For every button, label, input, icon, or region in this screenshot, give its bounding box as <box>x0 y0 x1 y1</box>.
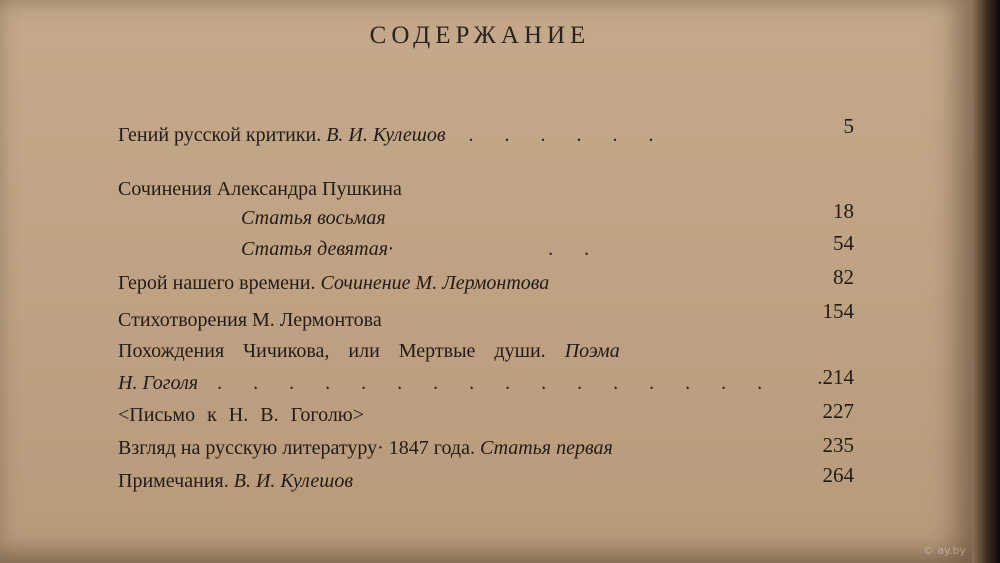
page-number: 154 <box>822 299 854 323</box>
entry-title: Гений русской критики. <box>118 124 322 146</box>
watermark: © ay.by <box>922 544 966 557</box>
page-number: 54 <box>833 231 854 255</box>
toc-entry-dead-souls <box>118 340 620 363</box>
toc-entry-genius <box>118 124 667 147</box>
entry-title: Статья девятая· <box>241 238 394 260</box>
page-number: 235 <box>822 433 854 457</box>
entry-title: Похождения Чичикова, или Мертвые души. <box>118 340 546 362</box>
entry-author: В. И. Кулешов <box>326 124 446 146</box>
toc-entry-hero <box>118 272 549 295</box>
toc-entry-article-9 <box>241 238 602 261</box>
page-number: 18 <box>833 199 854 223</box>
entry-title: Взгляд на русскую литературу· 1847 года. <box>118 437 475 459</box>
leader-dots: . . . . . . <box>468 124 667 146</box>
toc-entry-poems: Стихотворения М. Лермонтова <box>118 309 382 331</box>
page-edge-shadow <box>972 0 1000 563</box>
toc-entry-article-8: Статья восьмая <box>241 207 386 229</box>
toc-entry-notes <box>118 470 353 493</box>
toc-entry-gogol <box>118 372 775 395</box>
page-number: 5 <box>843 114 854 138</box>
entry-title: Примечания. <box>118 470 229 492</box>
entry-author: Статья первая <box>479 437 613 459</box>
page-number: .214 <box>817 365 854 389</box>
entry-author: Поэма <box>564 340 620 362</box>
page-number: 264 <box>822 463 854 487</box>
entry-title: Герой нашего времени. <box>118 272 316 294</box>
toc-entry-letter: <Письмо к Н. В. Гоголю> <box>118 404 365 426</box>
entry-author: В. И. Кулешов <box>233 470 354 492</box>
toc-heading: СОДЕРЖАНИЕ <box>369 22 591 49</box>
leader-dots: . . . . . . . . . . . . . . . . <box>217 372 776 394</box>
entry-title: Н. Гоголя <box>118 372 199 394</box>
toc-entry-glance <box>118 437 613 460</box>
leader-dots: . . <box>548 238 603 260</box>
page-number: 227 <box>822 399 854 423</box>
toc-entry-pushkin: Сочинения Александра Пушкина <box>118 178 402 200</box>
page-number: 82 <box>833 265 854 289</box>
entry-author: Сочинение М. Лермонтова <box>320 272 550 294</box>
